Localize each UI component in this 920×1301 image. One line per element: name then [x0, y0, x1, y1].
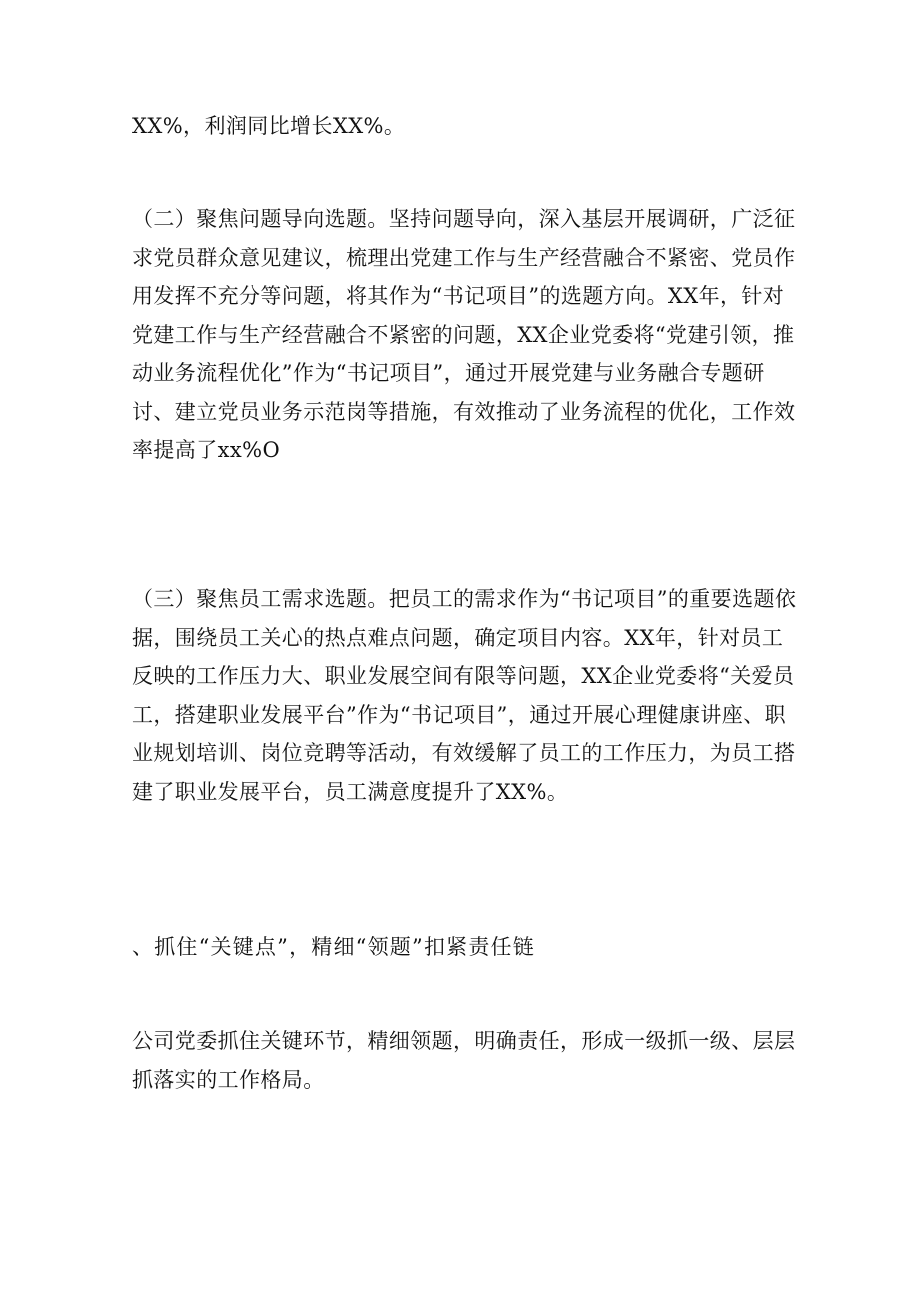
paragraph-responsibility: 公司党委抓住关键环节，精细领题，明确责任，形成一级抓一级、层层抓落实的工作格局。: [132, 1029, 796, 1092]
section-heading-key-points: 、抓住“关键点”，精细“领题”扣紧责任链: [132, 935, 535, 959]
paragraph-employee-needs: （三）聚焦员工需求选题。把员工的需求作为“书记项目”的重要选题依据，围绕员工关心的热点难点问题，确定项目内容。XX年，针对员工反映的工作压力大、职业发展空间有限等问题，XX企业党委将“关爱员工，搭建职业发展平台”作为“书记项目”，通过开展心理健康讲座、职业规划培训、岗位竞聘等活动，有效缓解了员工的工作压力，为员工搭建了职业发展平台，员工满意度提升了XX%。: [132, 587, 797, 804]
paragraph-problem-oriented: （二）聚焦问题导向选题。坚持问题导向，深入基层开展调研，广泛征求党员群众意见建议，梳理出党建工作与生产经营融合不紧密、党员作用发挥不充分等问题，将其作为“书记项目”的选题方向。XX年，针对党建工作与生产经营融合不紧密的问题，XX企业党委将“党建引领，推动业务流程优化”作为“书记项目”，通过开展党建与业务融合专题研讨、建立党员业务示范岗等措施，有效推动了业务流程的优化，工作效率提高了xx%O: [132, 207, 796, 462]
paragraph-profit-growth: XX%，利润同比增长XX%。: [132, 114, 406, 138]
